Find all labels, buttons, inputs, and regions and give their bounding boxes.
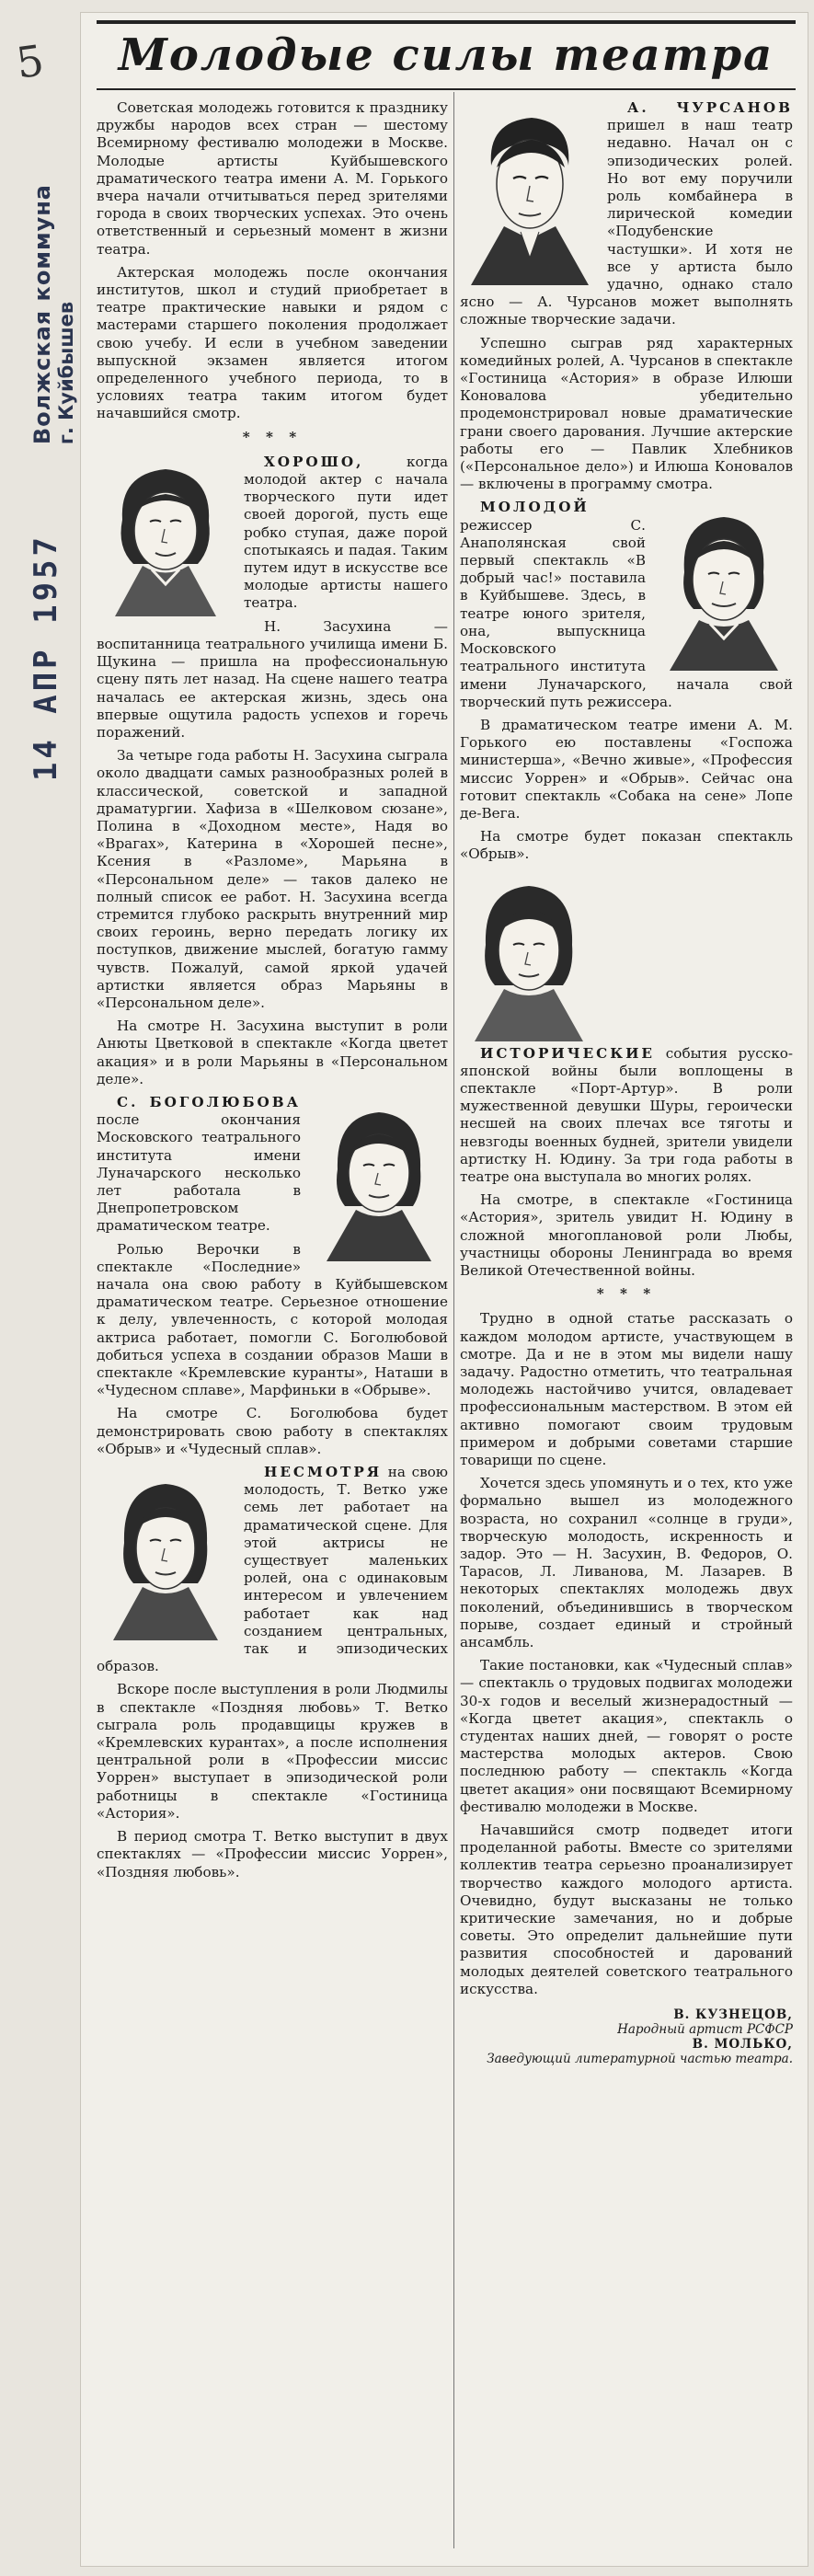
- headline: Молодые силы театра: [118, 29, 774, 81]
- section-stars: * * *: [242, 428, 303, 445]
- vetko-lead: НЕСМОТРЯ: [264, 1464, 383, 1481]
- portrait-chursanov: [460, 101, 598, 285]
- section-stars-2: * * *: [596, 1285, 657, 1303]
- column-divider: [453, 92, 454, 2548]
- conclusion-paragraph-1: Трудно в одной статье рассказать о каждом молодом артисте, участвующем в смотре. Да и не в этом мы видели нашу задачу. Радостно отметить, что театральная молодежь настойчиво учится, овладевает профессиональным мастерством. В этом ей активно помогают своим трудовым примером и добрыми советами старшие товарищи по сцене.: [460, 1310, 793, 1468]
- anapolyanskaya-paragraph-1: режиссер С. Анаполянская свой первый спектакль «В добрый час!» поставила в Куйбышеве. Здесь, в театре юного зрителя, она, выпускница Московского театрального института имени Луначарского, начала свой творческий путь режиссера.: [460, 516, 793, 710]
- yudina-paragraph-2: На смотре, в спектакле «Гостиница «Астория», зритель увидит Н. Юдину в сложной многоплановой роли Любы, участницы обороны Ленинграда во время Великой Отечественной войны.: [460, 1191, 793, 1279]
- conclusion-paragraph-2: Хочется здесь упомянуть и о тех, кто уже формально вышел из молодежного возраста, но сохранил «солнце в груди», творческую молодость, искренность и задор. Это — Н. Засухин, В. Федоров, О. Тарасов, Л. Ливанова, М. Лазарев. В некоторых спектаклях молодежь двух поколений, объединившись в творческом порыве, создает единый и стройный ансамбль.: [460, 1475, 793, 1651]
- zasukhina-lead: ХОРОШО,: [264, 453, 364, 470]
- newspaper-name: Волжская коммуна: [29, 184, 55, 445]
- handwritten-number: 5: [13, 35, 47, 88]
- author-1-role: Народный артист РСФСР: [617, 2022, 793, 2038]
- zasukhina-paragraph-4: На смотре Н. Засухина выступит в роли Анюты Цветковой в спектакле «Когда цветет акация» и в роли Марьяны в «Персональном деле».: [97, 1018, 448, 1087]
- anapolyanskaya-paragraph-3: На смотре будет показан спектакль «Обрыв».: [460, 828, 793, 863]
- date-stamp: 14 АПР 1957: [28, 534, 64, 782]
- yudina-paragraph-1: события русско-японской войны были воплощены в спектакле «Порт-Артур». В роли мужественной девушки Шуры, героически несшей на своих плечах все тяготы и невзгоды военных будней, зрители увидели артистку Н. Юдину. За три года работы в театре она выступала во многих ролях.: [460, 1044, 793, 1185]
- signature-block: [460, 2007, 793, 2066]
- portrait-yudina: [460, 871, 598, 1041]
- left-column: [97, 99, 448, 1887]
- bogolyubova-paragraph-1: после окончания Московского театрального института имени Луначарского несколько лет работала в Днепропетровском драматическом театре.: [97, 1111, 301, 1235]
- vetko-paragraph-2: Вскоре после выступления в роли Людмилы в спектакле «Поздняя любовь» Т. Ветко сыграла роль продавщицы кружев в «Кремлевских курантах», а после исполнения центральной роли в «Профессии миссис Уоррен» выступает в эпизодической роли работницы в спектакле «Гостиница «Астория».: [97, 1681, 448, 1822]
- zasukhina-paragraph-1: когда молодой актер с начала творческого пути идет своей дорогой, пусть еще робко ступая, даже порой спотыкаясь и падая. Таким путем идут в искусстве все молодые артисты нашего театра.: [244, 453, 448, 612]
- intro-paragraph-1: Советская молодежь готовится к празднику дружбы народов всех стран — шестому Всемирному фестивалю молодежи в Москве. Молодые артисты Куйбышевского драматического театра имени А. М. Горького вчера начали отчитываться перед зрителями города в своих творческих успехах. Это очень ответственный и серьезный момент в жизни театра.: [97, 99, 448, 258]
- portrait-anapolyanskaya: [655, 500, 793, 671]
- city-name: г. Куйбышев: [55, 301, 77, 445]
- conclusion-paragraph-4: Начавшийся смотр подведет итоги проделанной работы. Вместе со зрителями коллектив театра серьезно проанализирует творчество каждого молодого артиста. Очевидно, будут высказаны не только критические замечания, но и добрые советы. Это определит дальнейшие пути развития способностей и дарований молодых деятелей советского театрального искусства.: [460, 1822, 793, 1997]
- portrait-vetko: [97, 1466, 235, 1640]
- portrait-zasukhina: [97, 455, 235, 616]
- headline-block: [97, 20, 796, 90]
- bogolyubova-paragraph-2: Ролью Верочки в спектакле «Последние» начала она свою работу в Куйбышевском драматическом театре. Серьезное отношение к делу, увлеченность, с которой молодая актриса работает, помогли С. Боголюбовой добиться успеха в создании образов Маши в спектакле «Кремлевские куранты», Наташи в «Чудесном сплаве», Марфиньки в «Обрыве».: [97, 1240, 448, 1399]
- portrait-bogolyubova: [310, 1096, 448, 1261]
- author-1-name: В. КУЗНЕЦОВ,: [673, 2007, 793, 2023]
- yudina-lead: ИСТОРИЧЕСКИЕ: [480, 1044, 656, 1062]
- zasukhina-paragraph-3: За четыре года работы Н. Засухина сыграла около двадцати самых разнообразных ролей в классической, советской и западной драматургии. Хафиза в «Шелковом сюзане», Полина в «Доходном месте», Надя во «Врагах», Катерина в «Хорошей песне», Ксения в «Разломе», Марьяна в «Персональном деле» — таков далеко не полный список ее работ. Н. Засухина всегда стремится глубоко раскрыть внутренний мир своих героинь, верно передать логику их поступков, движение мыслей, богатую гамму чувств. Пожалуй, самой яркой удачей артистки является образ Марьяны в «Персональном деле».: [97, 747, 448, 1011]
- anapolyanskaya-lead: МОЛОДОЙ: [480, 499, 590, 516]
- conclusion-paragraph-3: Такие постановки, как «Чудесный сплав» — спектакль о трудовых подвигах молодежи 30-х годов и веселый жизнерадостный — «Когда цветет акация», спектакль о студентах наших дней, — говорят о росте мастерства молодых актеров. Свою последнюю работу — спектакль «Когда цветет акация» они посвящают Всемирному фестивалю молодежи в Москве.: [460, 1657, 793, 1815]
- chursanov-lead: А. ЧУРСАНОВ: [627, 99, 793, 116]
- vetko-paragraph-1: на свою молодость, Т. Ветко уже семь лет работает на драматической сцене. Для этой актрисы не существует маленьких ролей, она с одинаковым интересом и увлечением работает как над созданием центральных, так и эпизодических образов.: [97, 1464, 448, 1675]
- author-2-name: В. МОЛЬКО,: [692, 2037, 793, 2053]
- zasukhina-paragraph-2: Н. Засухина — воспитанница театрального училища имени Б. Щукина — пришла на профессиональную сцену пять лет назад. На сцене нашего театра началась ее актерская жизнь, здесь она впервые ощутила радость успехов и горечь поражений.: [97, 617, 448, 741]
- intro-paragraph-2: Актерская молодежь после окончания институтов, школ и студий приобретает в театре практические навыки и рядом с мастерами старшего поколения продолжает свою учебу. И если в учебном заведении выпускной экзамен является итогом определенного учебного периода, то в условиях театра таким итогом будет начавшийся смотр.: [97, 263, 448, 422]
- bogolyubova-paragraph-3: На смотре С. Боголюбова будет демонстрировать свою работу в спектаклях «Обрыв» и «Чудесный сплав».: [97, 1405, 448, 1457]
- author-2-role: Заведующий литературной частью театра.: [487, 2052, 793, 2067]
- chursanov-paragraph-1: пришел в наш театр недавно. Начал он с эпизодических ролей. Но вот ему поручили роль комбайнера в лирической комедии «Подубенские частушки». И хотя не все у артиста было удачно, однако стало ясно — А. Чурсанов может выполнять сложные творческие задачи.: [460, 117, 793, 328]
- chursanov-paragraph-2: Успешно сыграв ряд характерных комедийных ролей, А. Чурсанов в спектакле «Гостиница «Астория» в образе Илюши Коновалова убедительно продемонстрировал новые драматические грани своего дарования. Лучшие актерские работы его — Павлик Хлебников («Персональное дело») и Илюша Коновалов — включены в программу смотра.: [460, 334, 793, 493]
- right-column: [460, 99, 793, 2066]
- vetko-paragraph-3: В период смотра Т. Ветко выступит в двух спектаклях — «Профессии миссис Уоррен», «Поздняя любовь».: [97, 1828, 448, 1880]
- anapolyanskaya-paragraph-2: В драматическом театре имени А. М. Горького ею поставлены «Госпожа министерша», «Вечно живые», «Профессия миссис Уоррен» и «Обрыв». Сейчас она готовит спектакль «Собака на сене» Лопе де-Вега.: [460, 716, 793, 822]
- bogolyubova-lead: С. БОГОЛЮБОВА: [117, 1093, 301, 1110]
